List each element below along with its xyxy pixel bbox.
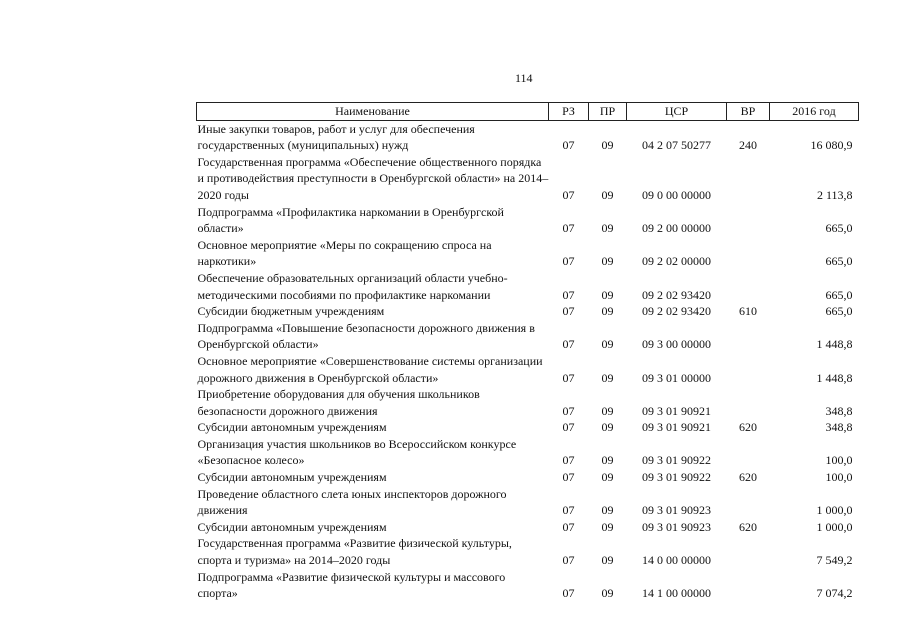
row-vr — [727, 237, 770, 270]
row-name: Субсидии автономным учреждениям — [197, 420, 387, 435]
row-name: Приобретение оборудования для обучения школьников безопасности дорожного движения — [197, 387, 480, 418]
table-row — [197, 270, 859, 303]
row-rz: 07 — [562, 138, 575, 153]
table-row — [197, 154, 859, 204]
row-rz: 07 — [562, 503, 575, 518]
table-row — [197, 535, 859, 568]
row-name: Государственная программа «Обеспечение общественного порядка и противодействия преступности в Оренбургской области» на 2014–2020 годы — [197, 154, 549, 202]
row-rz: 07 — [562, 221, 575, 236]
header-pr: ПР — [589, 103, 627, 121]
row-amount-2016: 1 448,8 — [816, 337, 853, 352]
row-pr: 09 — [601, 403, 614, 418]
row-csr: 14 0 00 00000 — [642, 553, 711, 568]
row-amount-2016: 7 074,2 — [816, 586, 853, 601]
header-csr: ЦСР — [627, 103, 727, 121]
row-amount-2016: 1 000,0 — [816, 519, 853, 534]
row-pr: 09 — [601, 586, 614, 601]
row-csr: 09 3 01 90922 — [642, 470, 711, 485]
header-name: Наименование — [197, 103, 549, 121]
row-rz: 07 — [562, 470, 575, 485]
row-rz: 07 — [562, 287, 575, 302]
row-vr — [727, 154, 770, 204]
page-number: 114 — [515, 71, 533, 85]
row-rz: 07 — [562, 403, 575, 418]
row-name: Подпрограмма «Повышение безопасности дорожного движения в Оренбургской области» — [197, 320, 535, 352]
row-rz: 07 — [562, 187, 575, 202]
row-pr: 09 — [601, 420, 614, 435]
row-csr: 09 2 00 00000 — [642, 221, 711, 236]
row-amount-2016: 665,0 — [825, 304, 853, 319]
row-amount-2016: 7 549,2 — [816, 553, 853, 568]
row-name: Основное мероприятие «Совершенствование системы организации дорожного движения в Оренбургской области» — [197, 353, 543, 385]
row-pr: 09 — [601, 503, 614, 518]
row-vr — [727, 436, 770, 469]
row-vr: 240 — [739, 138, 757, 153]
row-csr: 09 3 01 00000 — [642, 370, 711, 385]
row-vr — [727, 535, 770, 568]
row-csr: 04 2 07 50277 — [642, 138, 711, 153]
row-amount-2016: 1 000,0 — [816, 503, 853, 518]
row-rz: 07 — [562, 370, 575, 385]
row-name: Основное мероприятие «Меры по сокращению спроса на наркотики» — [197, 237, 492, 269]
row-amount-2016: 665,0 — [825, 254, 853, 269]
table-row — [197, 320, 859, 353]
table-row — [197, 519, 859, 536]
row-amount-2016: 348,8 — [825, 420, 853, 435]
row-pr: 09 — [601, 519, 614, 534]
row-rz: 07 — [562, 304, 575, 319]
table-row — [197, 436, 859, 469]
header-vr: ВР — [727, 103, 770, 121]
row-name: Обеспечение образовательных организаций области учебно-методическими пособиями по профилактике наркомании — [197, 270, 508, 302]
row-vr — [727, 320, 770, 353]
row-pr: 09 — [601, 553, 614, 568]
table-row — [197, 237, 859, 270]
row-csr: 09 3 01 90922 — [642, 453, 711, 468]
row-pr: 09 — [601, 221, 614, 236]
row-name: Субсидии автономным учреждениям — [197, 519, 387, 534]
table-row — [197, 569, 859, 602]
row-pr: 09 — [601, 370, 614, 385]
row-amount-2016: 16 080,9 — [810, 138, 853, 153]
row-name: Организация участия школьников во Всероссийском конкурсе «Безопасное колесо» — [197, 436, 517, 468]
row-pr: 09 — [601, 138, 614, 153]
row-name: Субсидии автономным учреждениям — [197, 470, 387, 485]
row-vr: 610 — [739, 304, 757, 319]
row-pr: 09 — [601, 453, 614, 468]
row-csr: 14 1 00 00000 — [642, 586, 711, 601]
row-pr: 09 — [601, 470, 614, 485]
row-vr — [727, 486, 770, 519]
table-row — [197, 486, 859, 519]
row-name: Проведение областного слета юных инспекторов дорожного движения — [197, 486, 507, 518]
table-row — [197, 353, 859, 386]
row-amount-2016: 100,0 — [825, 453, 853, 468]
row-rz: 07 — [562, 420, 575, 435]
row-vr: 620 — [739, 420, 757, 435]
row-rz: 07 — [562, 586, 575, 601]
header-year: 2016 год — [770, 103, 859, 121]
row-vr — [727, 204, 770, 237]
row-amount-2016: 1 448,8 — [816, 370, 853, 385]
row-name: Субсидии бюджетным учреждениям — [197, 304, 385, 319]
row-vr: 620 — [739, 470, 757, 485]
row-amount-2016: 665,0 — [825, 221, 853, 236]
row-name: Подпрограмма «Развитие физической культуры и массового спорта» — [197, 569, 506, 601]
table-row — [197, 204, 859, 237]
row-rz: 07 — [562, 519, 575, 534]
row-csr: 09 2 02 93420 — [642, 287, 711, 302]
table-row — [197, 120, 859, 154]
row-vr: 620 — [739, 519, 757, 534]
table-row — [197, 419, 859, 436]
row-pr: 09 — [601, 187, 614, 202]
table-row — [197, 469, 859, 486]
table-row — [197, 386, 859, 419]
header-rz: РЗ — [549, 103, 589, 121]
row-csr: 09 3 01 90923 — [642, 503, 711, 518]
row-rz: 07 — [562, 254, 575, 269]
row-name: Государственная программа «Развитие физической культуры, спорта и туризма» на 2014–2020 годы — [197, 536, 512, 568]
row-pr: 09 — [601, 304, 614, 319]
row-pr: 09 — [601, 337, 614, 352]
row-csr: 09 3 01 90921 — [642, 420, 711, 435]
row-csr: 09 3 01 90923 — [642, 519, 711, 534]
budget-table — [196, 102, 859, 602]
row-pr: 09 — [601, 287, 614, 302]
row-amount-2016: 665,0 — [825, 287, 853, 302]
row-csr: 09 2 02 00000 — [642, 254, 711, 269]
row-name: Подпрограмма «Профилактика наркомании в Оренбургской области» — [197, 204, 504, 236]
table-row — [197, 303, 859, 320]
row-amount-2016: 348,8 — [825, 403, 853, 418]
row-csr: 09 2 02 93420 — [642, 304, 711, 319]
row-csr: 09 3 01 90921 — [642, 403, 711, 418]
row-vr — [727, 270, 770, 303]
table-body — [197, 120, 859, 602]
row-pr: 09 — [601, 254, 614, 269]
row-name: Иные закупки товаров, работ и услуг для обеспечения государственных (муниципальных) нужд — [197, 121, 475, 153]
row-rz: 07 — [562, 553, 575, 568]
row-vr — [727, 353, 770, 386]
row-rz: 07 — [562, 453, 575, 468]
table-header — [197, 103, 859, 121]
row-rz: 07 — [562, 337, 575, 352]
row-vr — [727, 386, 770, 419]
row-csr: 09 0 00 00000 — [642, 187, 711, 202]
row-amount-2016: 2 113,8 — [816, 187, 853, 202]
row-amount-2016: 100,0 — [825, 470, 853, 485]
row-vr — [727, 569, 770, 602]
row-csr: 09 3 00 00000 — [642, 337, 711, 352]
